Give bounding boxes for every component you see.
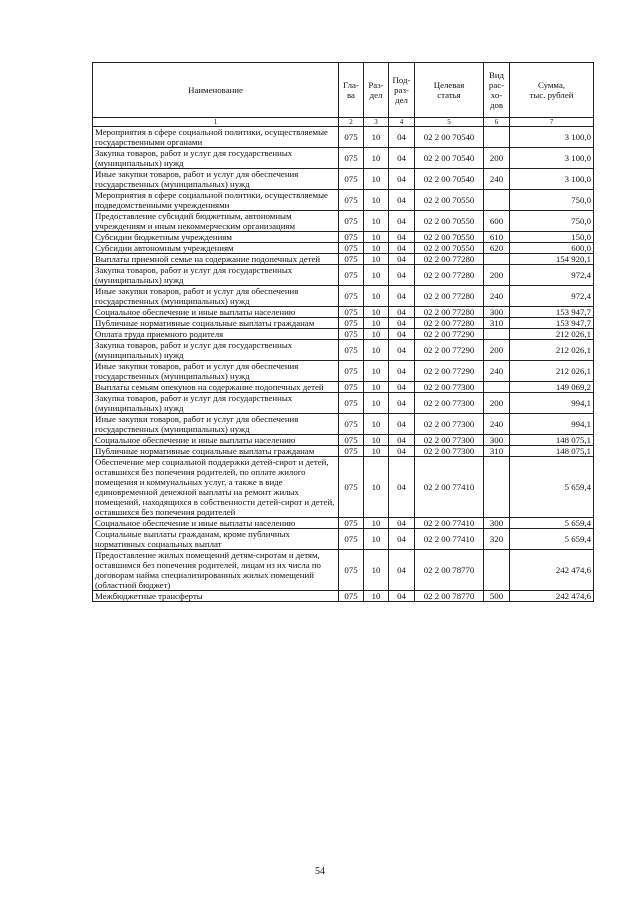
table-header-row [93,63,594,118]
row-target: 02 2 00 77410 [415,529,484,550]
row-chapter: 075 [339,307,364,318]
table-row [93,148,594,169]
row-chapter: 075 [339,529,364,550]
row-section: 10 [364,232,389,243]
row-amount: 5 659,4 [510,529,594,550]
row-expense-type: 240 [484,169,510,190]
row-amount: 212 026,1 [510,329,594,340]
row-expense-type: 500 [484,591,510,602]
row-subsection: 04 [389,361,415,382]
row-subsection: 04 [389,127,415,148]
row-name: Закупка товаров, работ и услуг для государственных (муниципальных) нужд [93,265,339,286]
row-name: Субсидии бюджетным учреждениям [93,232,339,243]
row-name: Мероприятия в сфере социальной политики, осуществляемые государственными органами [93,127,339,148]
row-name: Закупка товаров, работ и услуг для государственных (муниципальных) нужд [93,148,339,169]
table-row [93,190,594,211]
row-section: 10 [364,190,389,211]
column-number: 1 [93,118,339,127]
column-number-row [93,118,594,127]
table-row [93,393,594,414]
row-subsection: 04 [389,529,415,550]
row-amount: 242 474,6 [510,550,594,591]
row-chapter: 075 [339,318,364,329]
row-target: 02 2 00 70550 [415,243,484,254]
table-row [93,382,594,393]
row-expense-type: 620 [484,243,510,254]
row-subsection: 04 [389,286,415,307]
row-chapter: 075 [339,254,364,265]
row-section: 10 [364,148,389,169]
column-number: 7 [510,118,594,127]
header-expense-type: Вид рас- хо- дов [484,63,510,118]
row-amount: 750,0 [510,190,594,211]
row-section: 10 [364,457,389,518]
row-subsection: 04 [389,232,415,243]
row-subsection: 04 [389,211,415,232]
row-chapter: 075 [339,518,364,529]
table-row [93,265,594,286]
row-target: 02 2 00 77300 [415,446,484,457]
row-section: 10 [364,529,389,550]
row-chapter: 075 [339,169,364,190]
row-expense-type [484,329,510,340]
row-subsection: 04 [389,435,415,446]
row-target: 02 2 00 70540 [415,148,484,169]
row-section: 10 [364,393,389,414]
table-row [93,550,594,591]
row-amount: 153 947,7 [510,318,594,329]
row-expense-type [484,382,510,393]
page-number: 54 [315,866,325,877]
row-chapter: 075 [339,340,364,361]
table-row [93,127,594,148]
row-target: 02 2 00 77280 [415,318,484,329]
row-subsection: 04 [389,169,415,190]
row-name: Выплаты семьям опекунов на содержание подопечных детей [93,382,339,393]
table-row [93,254,594,265]
row-amount: 3 100,0 [510,169,594,190]
row-target: 02 2 00 77410 [415,457,484,518]
row-amount: 150,0 [510,232,594,243]
row-section: 10 [364,169,389,190]
header-chapter: Гла- ва [339,63,364,118]
row-subsection: 04 [389,518,415,529]
row-section: 10 [364,127,389,148]
row-chapter: 075 [339,286,364,307]
row-name: Иные закупки товаров, работ и услуг для обеспечения государственных (муниципальных) нужд [93,286,339,307]
row-chapter: 075 [339,382,364,393]
row-target: 02 2 00 77300 [415,393,484,414]
row-amount: 972,4 [510,265,594,286]
row-amount: 148 075,1 [510,446,594,457]
row-expense-type: 300 [484,435,510,446]
row-section: 10 [364,414,389,435]
row-subsection: 04 [389,382,415,393]
row-subsection: 04 [389,457,415,518]
row-chapter: 075 [339,148,364,169]
row-name: Выплаты приемной семье на содержание подопечных детей [93,254,339,265]
table-row [93,329,594,340]
row-section: 10 [364,518,389,529]
row-target: 02 2 00 70550 [415,190,484,211]
row-name: Иные закупки товаров, работ и услуг для обеспечения государственных (муниципальных) нужд [93,361,339,382]
row-amount: 5 659,4 [510,457,594,518]
row-target: 02 2 00 70540 [415,127,484,148]
row-name: Закупка товаров, работ и услуг для государственных (муниципальных) нужд [93,393,339,414]
row-chapter: 075 [339,457,364,518]
table-body [93,127,594,602]
budget-table [92,62,594,602]
row-expense-type: 610 [484,232,510,243]
row-chapter: 075 [339,414,364,435]
row-name: Мероприятия в сфере социальной политики, осуществляемые подведомственными учреждениями [93,190,339,211]
row-amount: 153 947,7 [510,307,594,318]
row-name: Предоставление субсидий бюджетным, автономным учреждениям и иным некоммерческим организациям [93,211,339,232]
row-chapter: 075 [339,243,364,254]
row-amount: 750,0 [510,211,594,232]
row-name: Социальное обеспечение и иные выплаты населению [93,307,339,318]
row-name: Социальные выплаты гражданам, кроме публичных нормативных социальных выплат [93,529,339,550]
header-section: Раз- дел [364,63,389,118]
table-row [93,318,594,329]
row-section: 10 [364,307,389,318]
table-row [93,340,594,361]
row-subsection: 04 [389,446,415,457]
row-chapter: 075 [339,211,364,232]
row-amount: 242 474,6 [510,591,594,602]
row-amount: 212 026,1 [510,361,594,382]
row-name: Межбюджетные трансферты [93,591,339,602]
table-row [93,446,594,457]
row-expense-type: 320 [484,529,510,550]
row-expense-type [484,190,510,211]
row-target: 02 2 00 77290 [415,329,484,340]
table-row [93,211,594,232]
row-chapter: 075 [339,435,364,446]
column-number: 5 [415,118,484,127]
row-expense-type [484,457,510,518]
row-amount: 3 100,0 [510,127,594,148]
row-subsection: 04 [389,414,415,435]
row-expense-type: 300 [484,307,510,318]
row-section: 10 [364,265,389,286]
table-row [93,529,594,550]
row-subsection: 04 [389,393,415,414]
row-expense-type: 200 [484,265,510,286]
table-row [93,435,594,446]
row-target: 02 2 00 70550 [415,232,484,243]
row-expense-type: 310 [484,446,510,457]
table-row [93,518,594,529]
table-row [93,457,594,518]
table-row [93,414,594,435]
row-expense-type [484,254,510,265]
column-number: 4 [389,118,415,127]
row-chapter: 075 [339,127,364,148]
row-name: Иные закупки товаров, работ и услуг для обеспечения государственных (муниципальных) нужд [93,169,339,190]
row-amount: 154 920,1 [510,254,594,265]
row-name: Оплата труда приемного родителя [93,329,339,340]
row-name: Социальное обеспечение и иные выплаты населению [93,435,339,446]
row-subsection: 04 [389,307,415,318]
row-name: Субсидии автономным учреждениям [93,243,339,254]
row-target: 02 2 00 77300 [415,382,484,393]
row-amount: 994,1 [510,393,594,414]
row-expense-type: 200 [484,340,510,361]
row-target: 02 2 00 77280 [415,307,484,318]
row-section: 10 [364,591,389,602]
table-row [93,169,594,190]
table-row [93,286,594,307]
row-target: 02 2 00 78770 [415,550,484,591]
row-amount: 972,4 [510,286,594,307]
row-chapter: 075 [339,232,364,243]
column-number: 3 [364,118,389,127]
row-name: Обеспечение мер социальной поддержки детей-сирот и детей, оставшихся без попечения родителей, по оплате жилого помещения и коммунальных услуг, а также в виде единовременной денежной выплаты на ремонт жилых помещений, находящихся в собственности детей-сирот и детей, оставшихся без попечения родителей [93,457,339,518]
row-section: 10 [364,340,389,361]
row-amount: 149 069,2 [510,382,594,393]
table-row [93,591,594,602]
row-target: 02 2 00 70540 [415,169,484,190]
row-expense-type [484,127,510,148]
column-number: 2 [339,118,364,127]
row-target: 02 2 00 70550 [415,211,484,232]
row-subsection: 04 [389,243,415,254]
row-chapter: 075 [339,550,364,591]
row-chapter: 075 [339,591,364,602]
header-target: Целевая статья [415,63,484,118]
row-section: 10 [364,254,389,265]
row-section: 10 [364,446,389,457]
row-subsection: 04 [389,265,415,286]
row-section: 10 [364,243,389,254]
row-name: Предоставление жилых помещений детям-сиротам и детям, оставшимся без попечения родителей, лицам из их числа по договорам найма специализированных жилых помещений (областной бюджет) [93,550,339,591]
row-name: Иные закупки товаров, работ и услуг для обеспечения государственных (муниципальных) нужд [93,414,339,435]
row-name: Публичные нормативные социальные выплаты гражданам [93,446,339,457]
row-target: 02 2 00 77280 [415,265,484,286]
row-amount: 600,0 [510,243,594,254]
table-row [93,232,594,243]
row-name: Социальное обеспечение и иные выплаты населению [93,518,339,529]
row-expense-type [484,550,510,591]
row-section: 10 [364,382,389,393]
header-subsection: Под- раз- дел [389,63,415,118]
row-amount: 148 075,1 [510,435,594,446]
row-amount: 994,1 [510,414,594,435]
row-target: 02 2 00 77290 [415,361,484,382]
row-amount: 3 100,0 [510,148,594,169]
row-section: 10 [364,361,389,382]
row-chapter: 075 [339,361,364,382]
header-name: Наименование [93,63,339,118]
row-chapter: 075 [339,329,364,340]
row-subsection: 04 [389,591,415,602]
row-expense-type: 240 [484,414,510,435]
row-expense-type: 600 [484,211,510,232]
table-row [93,243,594,254]
row-amount: 5 659,4 [510,518,594,529]
row-section: 10 [364,211,389,232]
row-section: 10 [364,286,389,307]
row-subsection: 04 [389,254,415,265]
row-section: 10 [364,318,389,329]
row-amount: 212 026,1 [510,340,594,361]
row-target: 02 2 00 77300 [415,435,484,446]
row-target: 02 2 00 77300 [415,414,484,435]
row-name: Публичные нормативные социальные выплаты гражданам [93,318,339,329]
row-subsection: 04 [389,190,415,211]
row-chapter: 075 [339,265,364,286]
row-target: 02 2 00 77290 [415,340,484,361]
row-target: 02 2 00 77280 [415,254,484,265]
table-row [93,307,594,318]
row-subsection: 04 [389,148,415,169]
row-target: 02 2 00 77410 [415,518,484,529]
row-expense-type: 200 [484,393,510,414]
row-chapter: 075 [339,446,364,457]
row-section: 10 [364,550,389,591]
row-expense-type: 240 [484,361,510,382]
row-chapter: 075 [339,190,364,211]
row-subsection: 04 [389,329,415,340]
row-expense-type: 200 [484,148,510,169]
row-expense-type: 310 [484,318,510,329]
table-row [93,361,594,382]
row-expense-type: 300 [484,518,510,529]
row-section: 10 [364,329,389,340]
row-name: Закупка товаров, работ и услуг для государственных (муниципальных) нужд [93,340,339,361]
row-chapter: 075 [339,393,364,414]
row-target: 02 2 00 77280 [415,286,484,307]
row-subsection: 04 [389,318,415,329]
row-target: 02 2 00 78770 [415,591,484,602]
row-subsection: 04 [389,340,415,361]
column-number: 6 [484,118,510,127]
row-expense-type: 240 [484,286,510,307]
header-amount: Сумма, тыс. рублей [510,63,594,118]
row-section: 10 [364,435,389,446]
row-subsection: 04 [389,550,415,591]
